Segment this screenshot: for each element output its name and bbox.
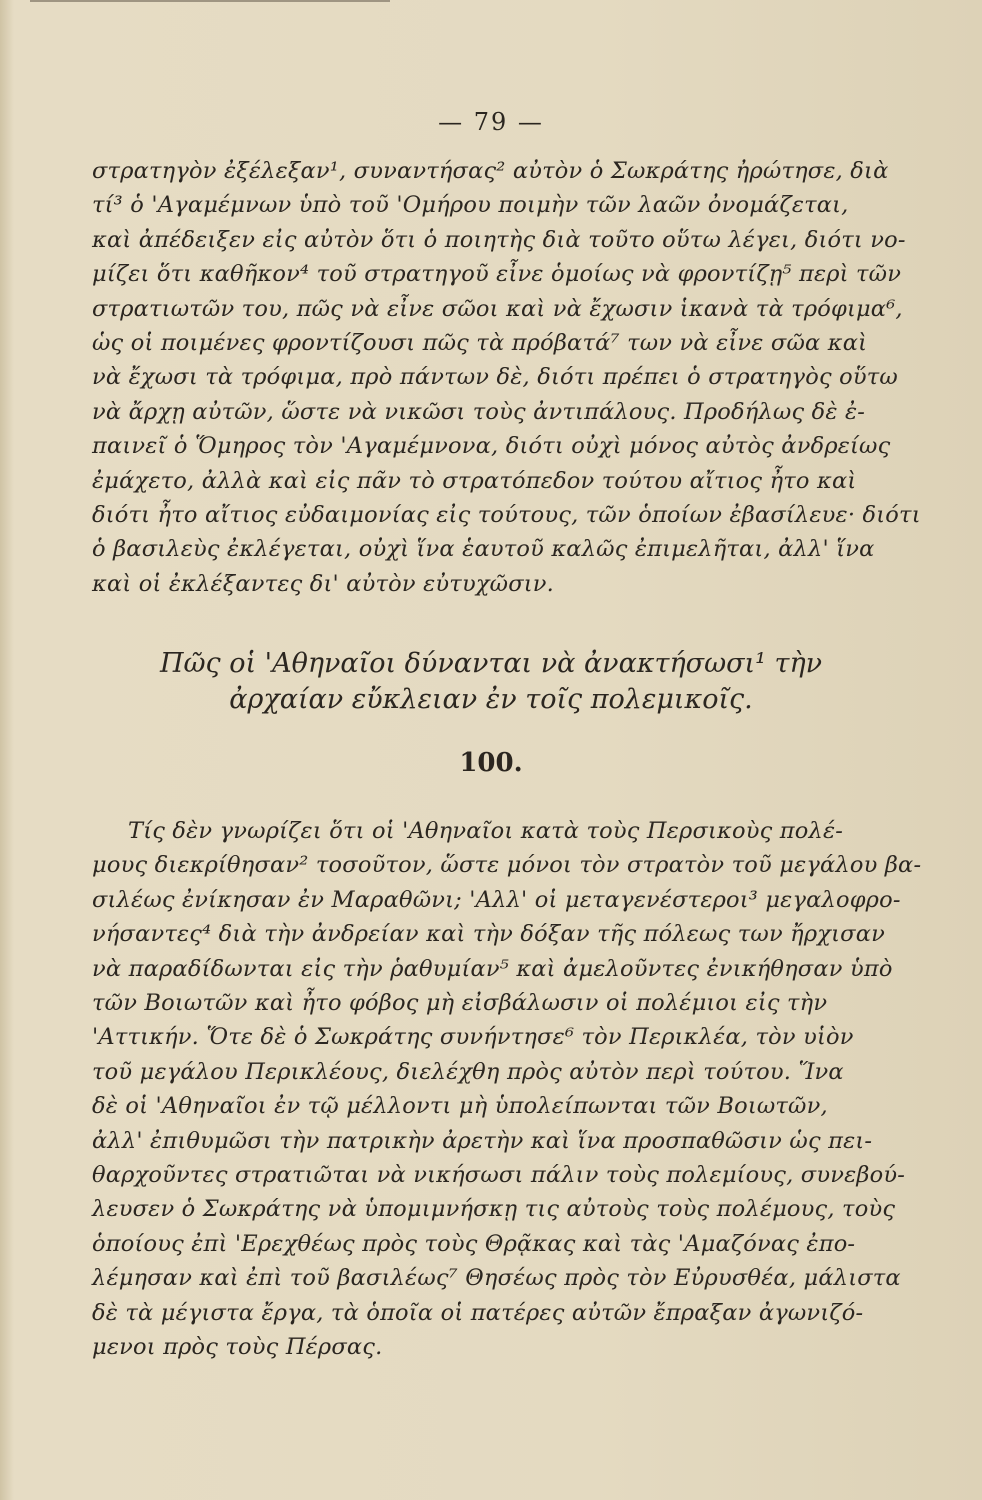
text-line: παινεῖ ὁ Ὅμηρος τὸν 'Αγαμέμνονα, διότι οὐχὶ μόνος αὐτὸς ἀνδρείως [92, 433, 891, 460]
text-line: μενοι πρὸς τοὺς Πέρσας. [92, 1334, 383, 1361]
text-line: στρατιωτῶν του, πῶς νὰ εἶνε σῶοι καὶ νὰ ἔχωσιν ἱκανὰ τὰ τρόφιμα⁶, [92, 295, 903, 322]
text-line: θαρχοῦντες στρατιῶται νὰ νικήσωσι πάλιν τοὺς πολεμίους, συνεβού- [92, 1162, 906, 1189]
text-line: 'Αττικήν. Ὅτε δὲ ὁ Σωκράτης συνήντησε⁶ τὸν Περικλέα, τὸν υἱὸν [92, 1024, 854, 1051]
page-number: — 79 — [438, 108, 544, 136]
section-number: 100. [459, 748, 523, 778]
text-line: καὶ οἱ ἐκλέξαντες δι' αὐτὸν εὐτυχῶσιν. [92, 570, 555, 597]
text-line: νὰ ἔχωσι τὰ τρόφιμα, πρὸ πάντων δὲ, διότι πρέπει ὁ στρατηγὸς οὕτω [92, 364, 898, 391]
text-line: σιλέως ἐνίκησαν ἐν Μαραθῶνι; 'Αλλ' οἱ μεταγενέστεροι³ μεγαλοφρο- [92, 886, 901, 913]
text-line: καὶ ἀπέδειξεν εἰς αὐτὸν ὅτι ὁ ποιητὴς διὰ τοῦτο οὕτω λέγει, διότι νο- [92, 226, 906, 253]
text-line: τί³ ὁ 'Αγαμέμνων ὑπὸ τοῦ 'Ομήρου ποιμὴν τῶν λαῶν ὀνομάζεται, [92, 192, 849, 219]
text-line: μίζει ὅτι καθῆκον⁴ τοῦ στρατηγοῦ εἶνε ὁμοίως νὰ φροντίζῃ⁵ περὶ τῶν [92, 261, 902, 288]
text-line: στρατηγὸν ἐξέλεξαν¹, συναντήσας² αὐτὸν ὁ Σωκράτης ἠρώτησε, διὰ [92, 158, 889, 184]
text-line: τοῦ μεγάλου Περικλέους, διελέχθη πρὸς αὐτὸν περὶ τούτου. Ἵνα [92, 1058, 844, 1085]
paragraph-main [92, 814, 922, 1365]
text-line: λευσεν ὁ Σωκράτης νὰ ὑπομιμνήσκῃ τις αὐτοὺς τοὺς πολέμους, τοὺς [92, 1196, 896, 1223]
text-line: νήσαντες⁴ διὰ τὴν ἀνδρείαν καὶ τὴν δόξαν τῆς πόλεως των ἤρχισαν [92, 921, 885, 948]
text-line: νὰ ἄρχῃ αὐτῶν, ὥστε νὰ νικῶσι τοὺς ἀντιπάλους. Προδήλως δὲ ἐ- [92, 398, 866, 425]
text-line: ὡς οἱ ποιμένες φροντίζουσι πῶς τὰ πρόβατά⁷ των νὰ εἶνε σῶα καὶ [92, 330, 868, 357]
text-line: δὲ οἱ 'Αθηναῖοι ἐν τῷ μέλλοντι μὴ ὑπολείπωνται τῶν Βοιωτῶν, [92, 1093, 828, 1120]
text-line: λέμησαν καὶ ἐπὶ τοῦ βασιλέως⁷ Θησέως πρὸς τὸν Εὐρυσθέα, μάλιστα [92, 1265, 901, 1292]
text-line: μους διεκρίθησαν² τοσοῦτον, ὥστε μόνοι τὸν στρατὸν τοῦ μεγάλου βα- [92, 852, 922, 879]
text-line: διότι ἦτο αἴτιος εὐδαιμονίας εἰς τούτους, τῶν ὁποίων ἐβασίλευε· διότι [92, 502, 921, 529]
text-line: δὲ τὰ μέγιστα ἔργα, τὰ ὁποῖα οἱ πατέρες αὐτῶν ἔπραξαν ἀγωνιζό- [92, 1299, 864, 1326]
text-line: νὰ παραδίδωνται εἰς τὴν ῥαθυμίαν⁵ καὶ ἀμελοῦντες ἐνικήθησαν ὑπὸ [92, 955, 893, 982]
section-heading-line-2: ἀρχαίαν εὔκλειαν ἐν τοῖς πολεμικοῖς. [229, 684, 753, 715]
text-line: ἀλλ' ἐπιθυμῶσι τὴν πατρικὴν ἀρετὴν καὶ ἵνα προσπαθῶσιν ὡς πει- [92, 1127, 873, 1154]
text-line: ὁ βασιλεὺς ἐκλέγεται, οὐχὶ ἵνα ἑαυτοῦ καλῶς ἐπιμελῆται, ἀλλ' ἵνα [92, 536, 875, 563]
text-line: Τίς δὲν γνωρίζει ὅτι οἱ 'Αθηναῖοι κατὰ τοὺς Περσικοὺς πολέ- [128, 818, 844, 844]
section-heading-line-1: Πῶς οἱ 'Αθηναῖοι δύνανται νὰ ἀνακτήσωσι¹ τὴν [159, 648, 823, 679]
top-border-rule [30, 0, 390, 12]
text-line: ἐμάχετο, ἀλλὰ καὶ εἰς πᾶν τὸ στρατόπεδον τούτου αἴτιος ἦτο καὶ [92, 467, 857, 494]
text-line: ὁποίους ἐπὶ 'Ερεχθέως πρὸς τοὺς Θρᾷκας καὶ τὰς 'Αμαζόνας ἐπο- [92, 1230, 856, 1257]
paragraph-continuation [92, 154, 921, 601]
text-line: τῶν Βοιωτῶν καὶ ἦτο φόβος μὴ εἰσβάλωσιν οἱ πολέμιοι εἰς τὴν [92, 990, 828, 1017]
